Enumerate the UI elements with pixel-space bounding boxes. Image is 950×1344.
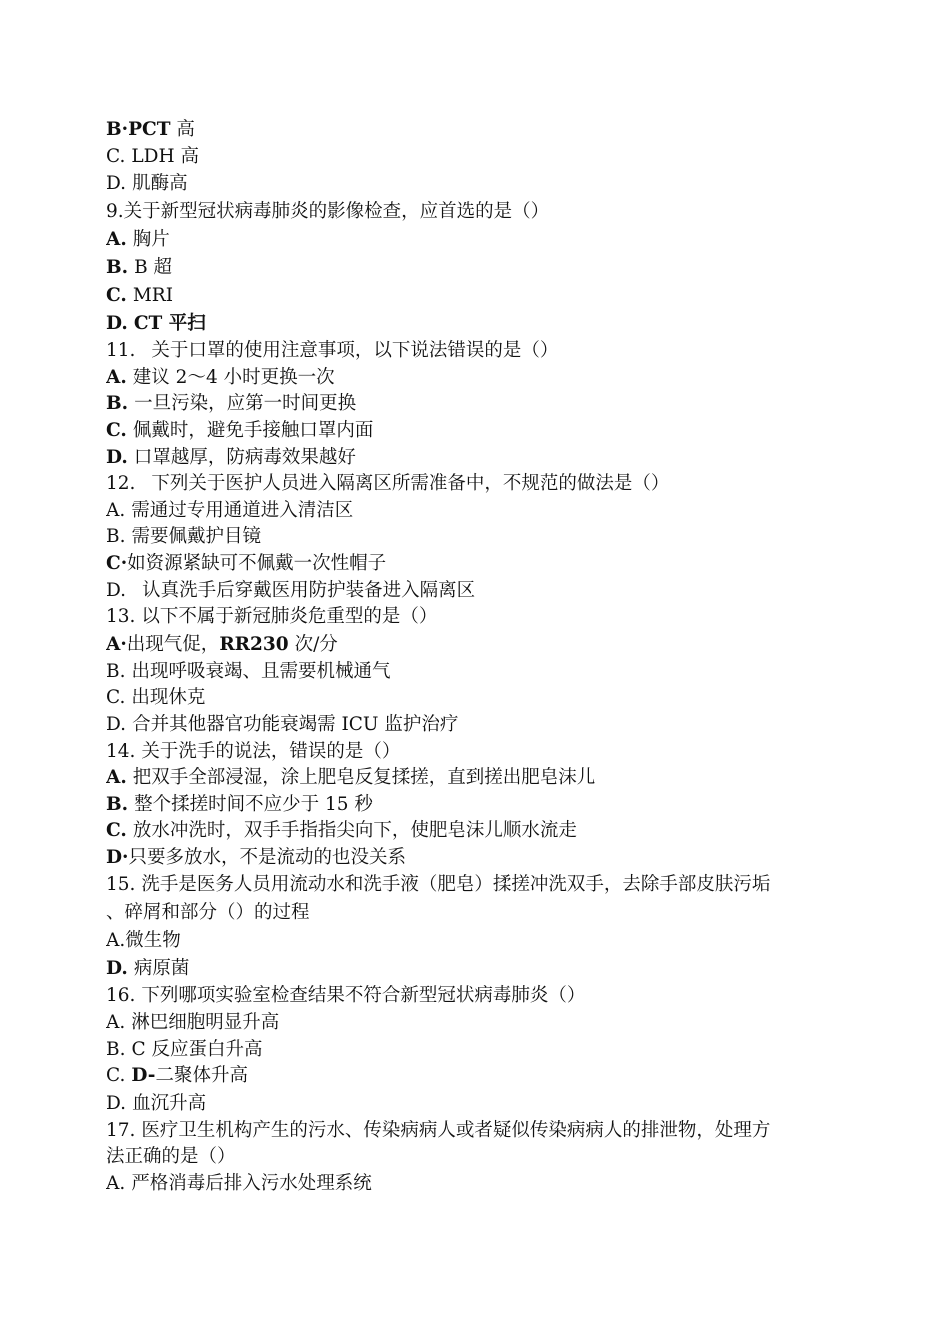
option-a <box>106 631 842 659</box>
option-label: D. <box>106 579 127 601</box>
option-text: 一旦污染，应第一时间更换 <box>134 393 357 415</box>
option-text: 胸片 <box>132 229 170 251</box>
question-number: 12. <box>106 473 136 495</box>
option-text: CT 平扫 <box>133 313 206 335</box>
option-label: C. <box>106 1065 126 1087</box>
option-d <box>106 1090 842 1118</box>
option-label: A. <box>106 366 127 388</box>
question-number: 16. <box>106 985 136 1007</box>
option-d <box>106 955 842 983</box>
option-text: 二聚体升高 <box>155 1065 248 1087</box>
option-b <box>106 1037 842 1064</box>
option-label: C. <box>106 285 127 307</box>
question-15-continued <box>106 899 842 927</box>
option-a <box>106 498 842 525</box>
option-label: A. <box>106 767 127 789</box>
option-d <box>106 445 842 472</box>
option-text: 建议 2〜4 小时更换一次 <box>132 366 335 388</box>
option-label: D. <box>106 958 128 980</box>
option-label: C. <box>106 145 126 167</box>
option-label: C. <box>106 687 126 709</box>
question-17 <box>106 1118 842 1145</box>
option-text: 把双手全部浸湿，涂上肥皂反复揉搓，直到搓出肥皂沫儿 <box>132 767 596 789</box>
option-text: 整个揉搓时间不应少于 15 秒 <box>134 793 373 815</box>
option-label: D· <box>106 846 129 868</box>
question-text: 以下不属于新冠肺炎危重型的是（） <box>141 606 438 628</box>
question-text: 9.关于新型冠状病毒肺炎的影像检查，应首选的是（） <box>106 201 550 223</box>
option-label: B. <box>106 526 126 548</box>
question-16 <box>106 983 842 1010</box>
option-text: 需要佩戴护目镜 <box>131 526 261 548</box>
question-text: 医疗卫生机构产生的污水、传染病病人或者疑似传染病病人的排泄物，处理方 <box>141 1119 771 1141</box>
option-label: B. <box>106 660 126 682</box>
question-12 <box>106 471 842 498</box>
option-c <box>106 282 842 310</box>
option-label: D. <box>106 1092 127 1114</box>
option-label: C. <box>106 820 127 842</box>
option-text: A.微生物 <box>106 930 181 952</box>
option-label: A· <box>106 633 127 655</box>
option-text: 高 <box>176 119 195 140</box>
option-text: 佩戴时，避免手接触口罩内面 <box>132 419 374 441</box>
option-c <box>106 551 842 578</box>
option-label: C· <box>106 552 128 574</box>
option-text: MRI <box>132 285 174 307</box>
question-15 <box>106 871 842 899</box>
option-label: A. <box>106 1012 126 1034</box>
option-text: 血沉升高 <box>132 1092 207 1114</box>
option-text: 严格消毒后排入污水处理系统 <box>131 1173 372 1195</box>
option-label: B. <box>106 257 129 279</box>
option-value: RR230 <box>219 633 289 655</box>
question-text: 关于洗手的说法，错误的是（） <box>141 740 401 762</box>
option-d <box>106 578 842 605</box>
option-value: D- <box>131 1065 156 1087</box>
option-label: A. <box>106 1173 126 1195</box>
option-label: B. <box>106 393 129 415</box>
option-c <box>106 1063 842 1090</box>
option-a <box>106 365 842 392</box>
option-text: 口罩越厚，防病毒效果越好 <box>133 446 356 468</box>
option-label: D. <box>106 446 128 468</box>
option-text: 放水冲洗时，双手手指指尖向下，使肥皂沫儿顺水流走 <box>132 820 577 842</box>
question-14 <box>106 739 842 766</box>
question-number: 14. <box>106 740 136 762</box>
option-a <box>106 226 842 254</box>
option-b <box>106 659 842 686</box>
option-d <box>106 310 842 338</box>
question-number: 13. <box>106 606 136 628</box>
option-d <box>106 712 842 739</box>
option-a <box>106 765 842 792</box>
option-text: 需通过专用通道进入清洁区 <box>131 499 354 521</box>
question-text: 、碎屑和部分（）的过程 <box>106 902 310 924</box>
question-13 <box>106 604 842 631</box>
option-label: D. <box>106 173 127 195</box>
option-c <box>106 818 842 845</box>
option-text: 出现气促， <box>126 633 220 655</box>
question-11 <box>106 338 842 365</box>
option-a <box>106 1171 842 1198</box>
option-label: D. <box>106 313 128 335</box>
option-text: LDH 高 <box>131 145 200 167</box>
option-b <box>106 792 842 819</box>
option-label: B·PCT <box>106 119 171 140</box>
question-text: 关于口罩的使用注意事项，以下说法错误的是（） <box>151 340 559 362</box>
question-text: 洗手是医务人员用流动水和洗手液（肥皂）揉搓冲洗双手，去除手部皮肤污垢 <box>141 874 771 896</box>
option-d <box>106 845 842 872</box>
option-text: 合并其他器官功能衰竭需 ICU 监护治疗 <box>132 713 459 735</box>
option-a <box>106 927 842 955</box>
option-text: B 超 <box>134 257 173 279</box>
question-number: 11. <box>106 340 136 362</box>
option-c <box>106 418 842 445</box>
option-unit: 次/分 <box>294 633 338 655</box>
option-label: A. <box>106 229 127 251</box>
question-9 <box>106 198 842 226</box>
question-text: 法正确的是（） <box>106 1146 236 1168</box>
option-text: 只要多放水，不是流动的也没关系 <box>128 846 406 868</box>
option-label: B. <box>106 793 129 815</box>
option-text: 出现呼吸衰竭、且需要机械通气 <box>131 660 391 682</box>
option-text: 如资源紧缺可不佩戴一次性帽子 <box>127 552 387 574</box>
option-text: 病原菌 <box>133 958 190 980</box>
question-number: 17. <box>106 1119 136 1141</box>
option-b <box>106 524 842 551</box>
option-a <box>106 1010 842 1037</box>
option-b <box>106 254 842 282</box>
option-label: B. <box>106 1038 126 1060</box>
option-text: 淋巴细胞明显升高 <box>131 1012 280 1034</box>
option-label: A. <box>106 499 126 521</box>
question-list <box>106 117 842 1198</box>
option-b <box>106 391 842 418</box>
option-text: 出现休克 <box>131 687 206 709</box>
question-17-continued <box>106 1144 842 1171</box>
option-b-pct <box>106 117 842 144</box>
option-label: C. <box>106 419 127 441</box>
option-label: D. <box>106 713 127 735</box>
option-d-muscle-enzyme <box>106 170 842 198</box>
option-text: 肌酶高 <box>132 173 188 195</box>
option-text: C 反应蛋白升高 <box>131 1038 263 1060</box>
option-c-ldh <box>106 144 842 171</box>
option-c <box>106 685 842 712</box>
question-number: 15. <box>106 874 136 896</box>
option-text: 认真洗手后穿戴医用防护装备进入隔离区 <box>142 579 476 601</box>
question-text: 下列关于医护人员进入隔离区所需准备中，不规范的做法是（） <box>151 473 670 495</box>
question-text: 下列哪项实验室检查结果不符合新型冠状病毒肺炎（） <box>141 985 586 1007</box>
